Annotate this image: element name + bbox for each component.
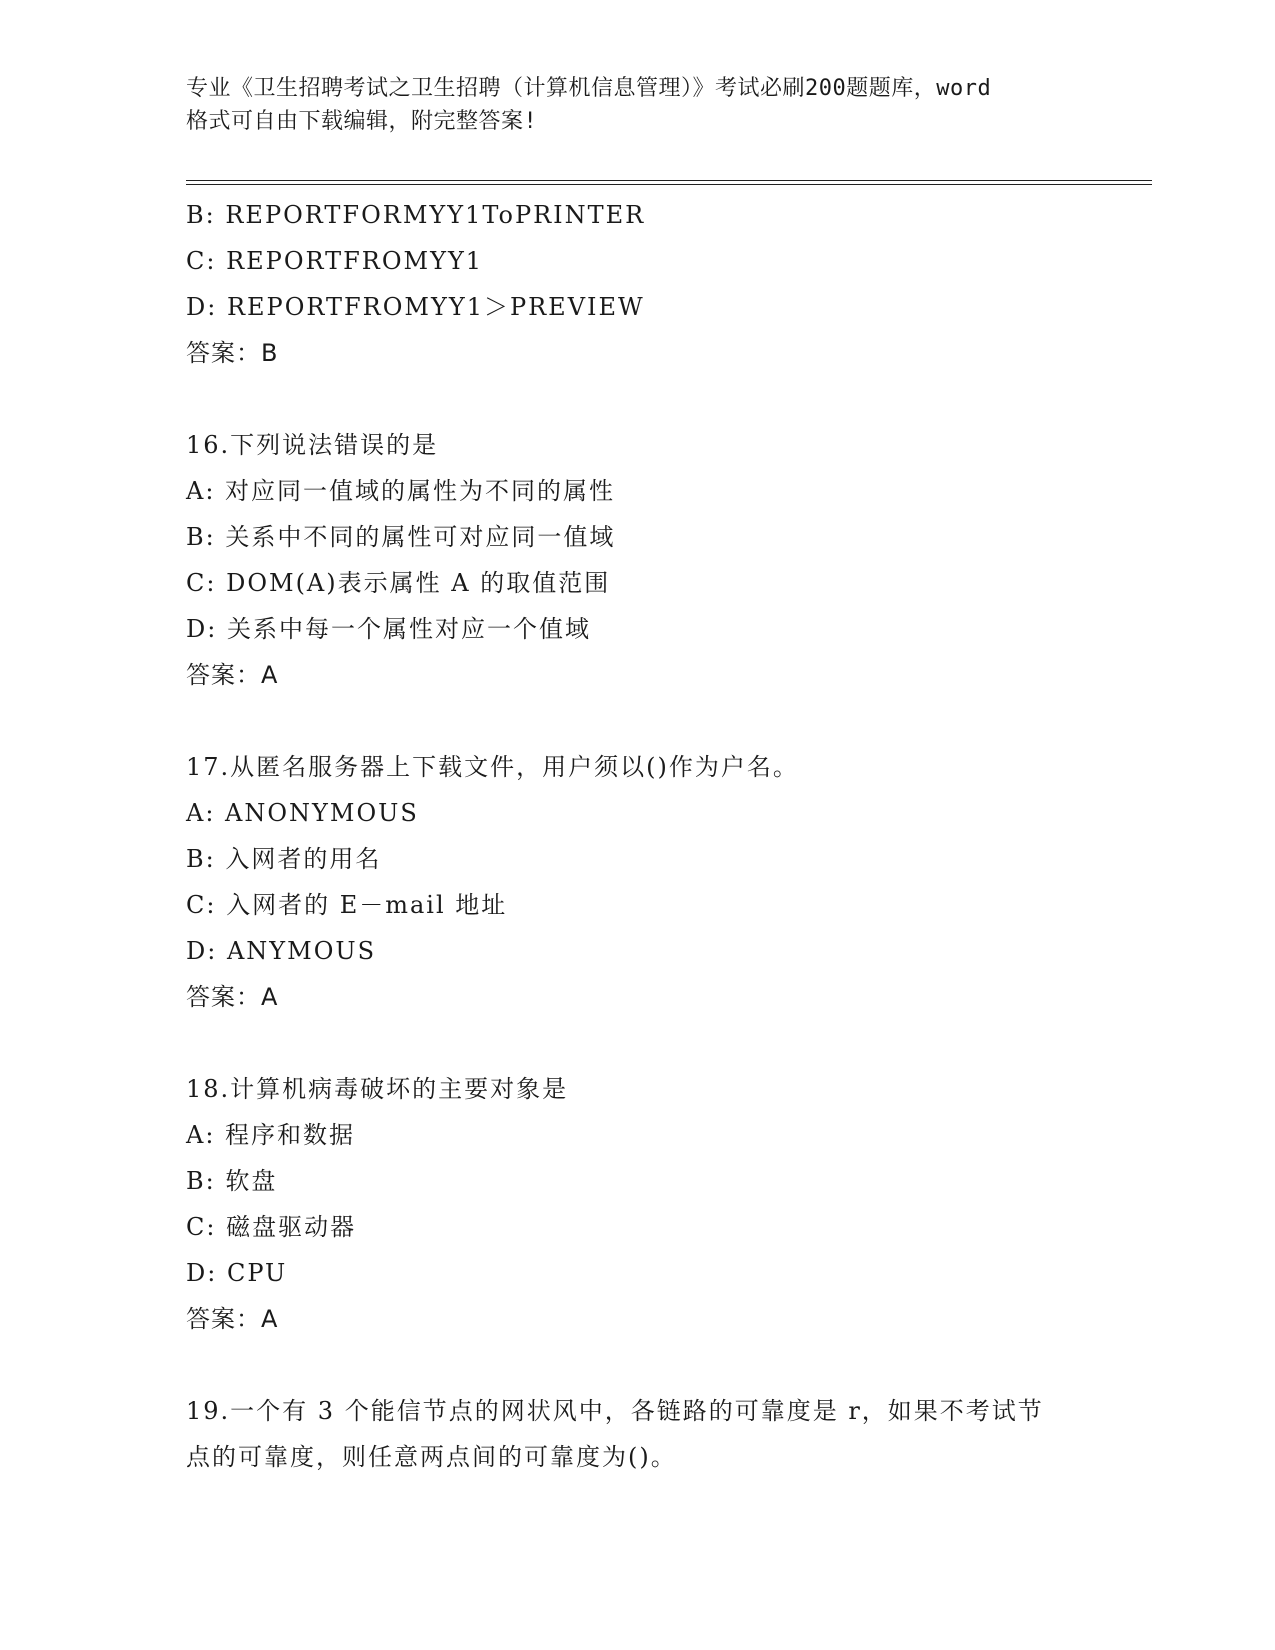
document-body xyxy=(186,192,1086,1480)
question-19 xyxy=(186,1388,1086,1480)
option-b: B: 关系中不同的属性可对应同一值域 xyxy=(186,523,616,551)
option-c: C: 入网者的 E－mail 地址 xyxy=(186,891,508,919)
question-15-continued xyxy=(186,192,1086,376)
option-d: D: CPU xyxy=(186,1259,288,1287)
option-b: B: 软盘 xyxy=(186,1167,278,1195)
option-c: C: DOM(A)表示属性 A 的取值范围 xyxy=(186,569,611,597)
option-a: A: 程序和数据 xyxy=(186,1121,356,1149)
header-line-2: 格式可自由下载编辑，附完整答案! xyxy=(186,109,538,134)
answer-line: 答案：B xyxy=(186,339,279,367)
header-divider-top xyxy=(186,180,1152,181)
option-d: D: 关系中每一个属性对应一个值域 xyxy=(186,615,591,643)
question-18 xyxy=(186,1066,1086,1342)
option-a: A: ANONYMOUS xyxy=(186,799,419,827)
spacer xyxy=(186,1020,1086,1066)
option-c: C: 磁盘驱动器 xyxy=(186,1213,357,1241)
question-text: 19.一个有 3 个能信节点的网状风中，各链路的可靠度是 r，如果不考试节点的可靠度，则任意两点间的可靠度为()。 xyxy=(186,1397,1044,1471)
question-text: 17.从匿名服务器上下载文件，用户须以()作为户名。 xyxy=(186,753,799,781)
answer-line: 答案：A xyxy=(186,1305,279,1333)
spacer xyxy=(186,698,1086,744)
spacer xyxy=(186,1342,1086,1388)
option-d: D: ANYMOUS xyxy=(186,937,377,965)
option-a: A: 对应同一值域的属性为不同的属性 xyxy=(186,477,616,505)
option-c: C: REPORTFROMYY1 xyxy=(186,247,484,275)
question-text: 18.计算机病毒破坏的主要对象是 xyxy=(186,1075,569,1103)
document-header xyxy=(186,72,1086,138)
question-16 xyxy=(186,422,1086,698)
answer-line: 答案：A xyxy=(186,983,279,1011)
option-d: D: REPORTFROMYY1＞PREVIEW xyxy=(186,293,645,321)
option-b: B: REPORTFORMYY1ToPRINTER xyxy=(186,201,646,229)
answer-line: 答案：A xyxy=(186,661,279,689)
option-b: B: 入网者的用名 xyxy=(186,845,382,873)
question-17 xyxy=(186,744,1086,1020)
header-line-1: 专业《卫生招聘考试之卫生招聘（计算机信息管理）》考试必刷200题题库，word xyxy=(186,76,992,101)
question-text: 16.下列说法错误的是 xyxy=(186,431,439,459)
header-divider-bottom xyxy=(186,184,1152,185)
spacer xyxy=(186,376,1086,422)
